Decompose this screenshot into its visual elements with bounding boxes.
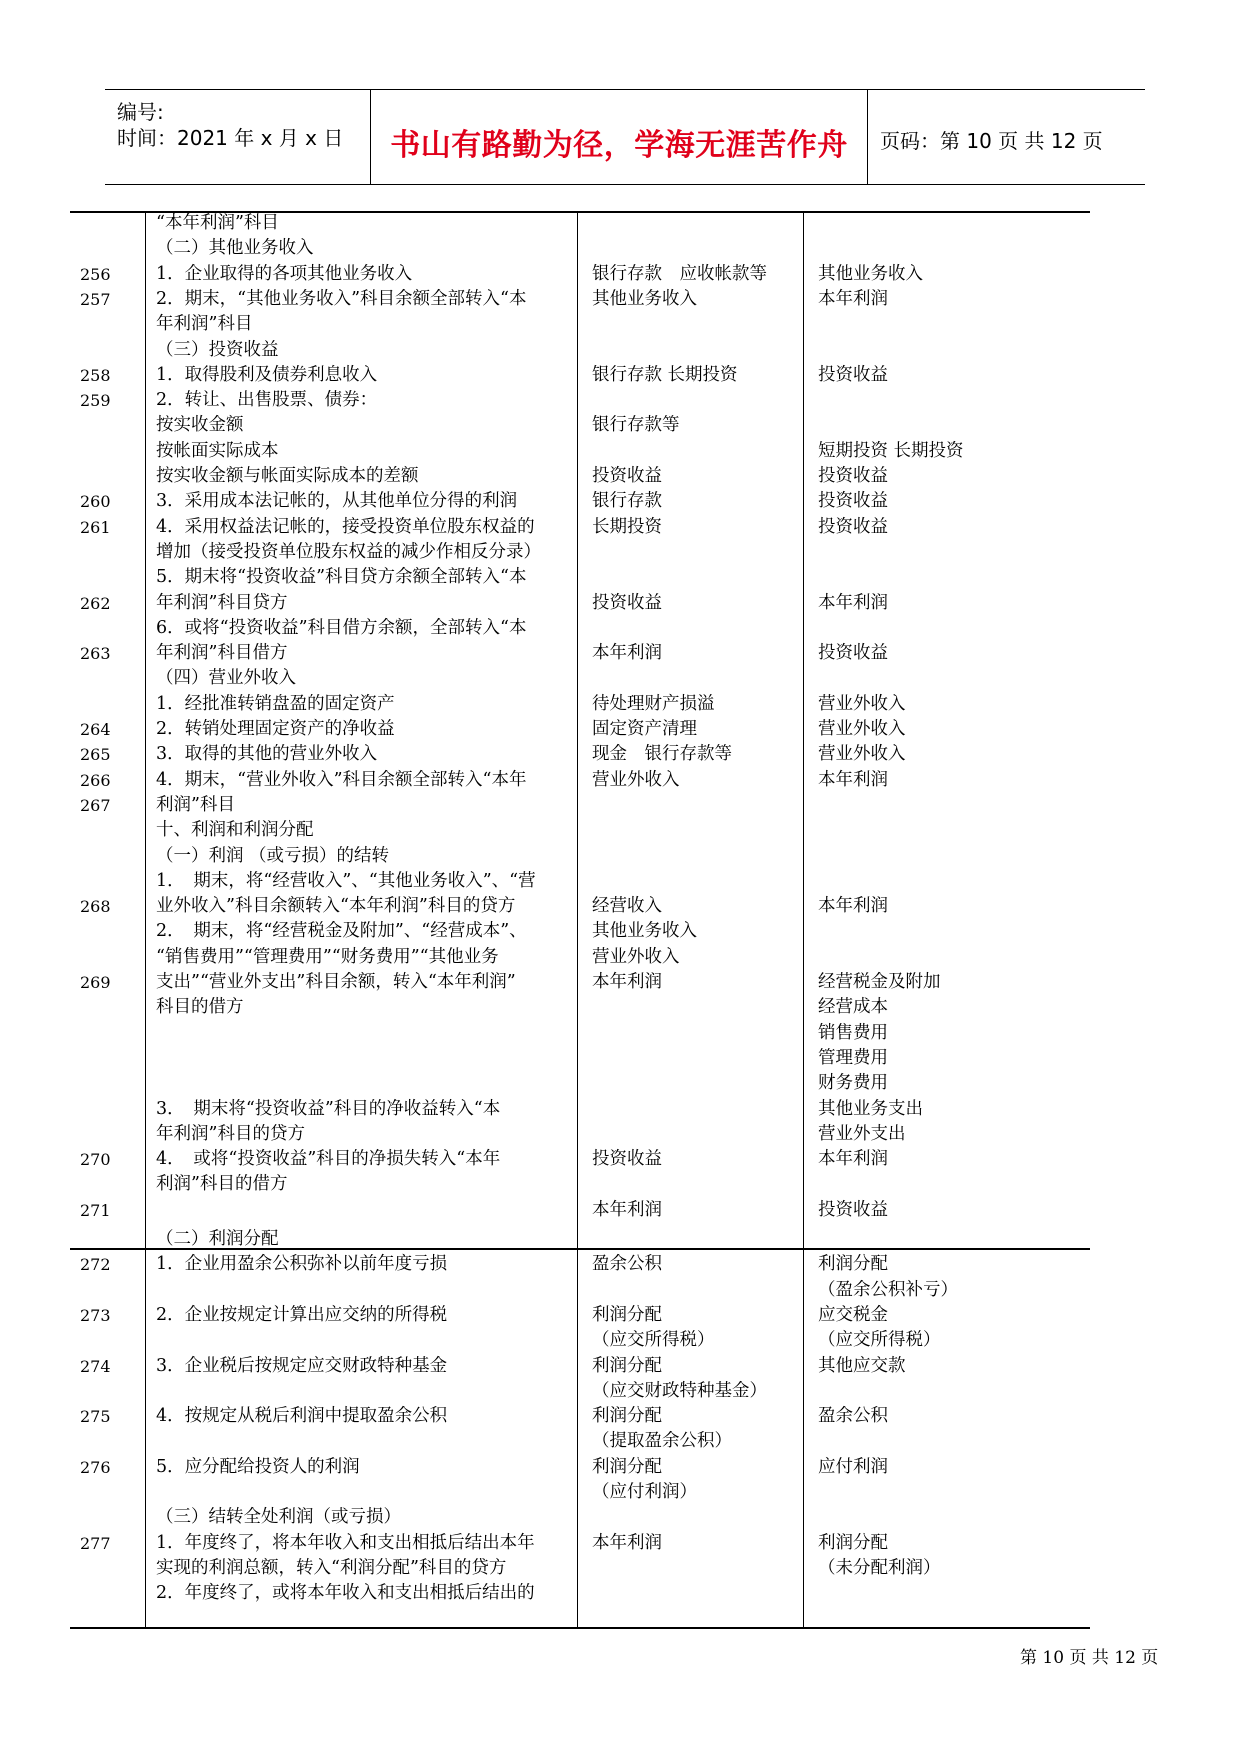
- entry-description: （四）营业外收入: [156, 668, 296, 689]
- entry-description: 2． 期末，将“经营税金及附加”、“经营成本”、: [156, 921, 527, 942]
- table-row: [70, 312, 1090, 337]
- entry-debit: （应交财政特种基金）: [592, 1380, 767, 1401]
- table-row: [70, 1278, 1090, 1303]
- table-row: [70, 1556, 1090, 1581]
- entry-credit: 投资收益: [818, 491, 888, 512]
- entry-description: 3．企业税后按规定应交财政特种基金: [156, 1355, 448, 1376]
- entry-number: 275: [80, 1407, 111, 1427]
- entry-description: 4．采用权益法记帐的，接受投资单位股东权益的: [156, 516, 535, 537]
- entry-debit: 银行存款 长期投资: [592, 364, 738, 385]
- entry-credit: 短期投资 长期投资: [818, 440, 964, 461]
- table-row: [70, 641, 1090, 666]
- entry-description: 6．或将“投资收益”科目借方余额，全部转入“本: [156, 617, 527, 638]
- time-label: 时间：2021 年 x 月 x 日: [117, 126, 344, 150]
- table-row: [70, 945, 1090, 970]
- table-row: [70, 413, 1090, 438]
- table-row: [70, 844, 1090, 869]
- entry-debit: 利润分配: [592, 1406, 662, 1427]
- table-row: [70, 262, 1090, 287]
- entry-description: “销售费用”“管理费用”“财务费用”“其他业务: [156, 946, 499, 967]
- entry-description: 支出”“营业外支出”科目余额，转入“本年利润”: [156, 972, 516, 992]
- entry-credit: 本年利润: [818, 769, 888, 790]
- header-page-cell: [868, 90, 1145, 184]
- entry-credit: （盈余公积补亏）: [818, 1279, 958, 1300]
- entry-credit: 盈余公积: [818, 1406, 888, 1427]
- table-row: [70, 1379, 1090, 1404]
- entry-description: （二）其他业务收入: [156, 238, 314, 259]
- entry-credit: （未分配利润）: [818, 1557, 941, 1578]
- entry-description: 十、利润和利润分配: [156, 820, 314, 841]
- entry-description: （二）利润分配: [156, 1229, 279, 1249]
- table-row: [70, 515, 1090, 540]
- entry-credit: 投资收益: [818, 466, 888, 486]
- entry-debit: （提取盈余公积）: [592, 1431, 732, 1452]
- table-row: [70, 919, 1090, 944]
- entry-description: （三）结转全处利润（或亏损）: [156, 1507, 401, 1528]
- entry-description: 3．采用成本法记帐的，从其他单位分得的利润: [156, 491, 518, 512]
- table-row: [70, 666, 1090, 691]
- entry-credit: 其他业务支出: [818, 1098, 923, 1119]
- table-row: [70, 793, 1090, 818]
- entry-number: 277: [80, 1533, 111, 1553]
- entry-description: 5．期末将“投资收益”科目贷方余额全部转入“本: [156, 567, 527, 588]
- entry-credit: 其他应交款: [818, 1355, 906, 1376]
- table-row: [70, 1172, 1090, 1197]
- entry-debit: 其他业务收入: [592, 288, 697, 309]
- entry-credit: 经营成本: [818, 997, 888, 1018]
- entry-number: 269: [80, 973, 111, 992]
- entry-debit: 银行存款: [592, 491, 662, 512]
- table-row: [70, 818, 1090, 843]
- entry-description: 年利润”科目贷方: [156, 592, 288, 613]
- table-row: [70, 1328, 1090, 1353]
- entry-description: 增加（接受投资单位股东权益的减少作相反分录）: [156, 541, 541, 562]
- entry-description: 4．期末，“营业外收入”科目余额全部转入“本年: [156, 769, 527, 790]
- entry-debit: 利润分配: [592, 1456, 662, 1477]
- entry-description: 2．转让、出售股票、债券：: [156, 390, 378, 411]
- entry-description: 2．年度终了，或将本年收入和支出相抵后结出的: [156, 1583, 535, 1604]
- entry-credit: 本年利润: [818, 896, 888, 917]
- entry-number: 268: [80, 897, 111, 917]
- entry-debit: 银行存款等: [592, 415, 680, 436]
- entry-credit: 本年利润: [818, 288, 888, 309]
- table-row: [70, 692, 1090, 717]
- entry-credit: 其他业务收入: [818, 263, 923, 284]
- table-row: [70, 489, 1090, 514]
- table-row: [70, 1505, 1090, 1530]
- table-row: [70, 1071, 1090, 1096]
- table-row: [70, 742, 1090, 767]
- entry-description: 3． 期末将“投资收益”科目的净收益转入“本: [156, 1098, 501, 1119]
- table-row: [70, 287, 1090, 312]
- entry-credit: 利润分配: [818, 1254, 888, 1275]
- motto: 书山有路勤为径，学海无涯苦作舟: [390, 128, 848, 163]
- entry-debit: （应交所得税）: [592, 1330, 715, 1351]
- entry-debit: 本年利润: [592, 1532, 662, 1553]
- entry-debit: 固定资产清理: [592, 719, 697, 739]
- entry-debit: 本年利润: [592, 972, 662, 992]
- entry-debit: 本年利润: [592, 1199, 662, 1220]
- entry-credit: 投资收益: [818, 516, 888, 537]
- entry-debit: 长期投资: [592, 516, 662, 537]
- entry-number: 272: [80, 1255, 111, 1275]
- entry-debit: 盈余公积: [592, 1254, 662, 1275]
- entry-credit: 利润分配: [818, 1532, 888, 1553]
- table-row: [70, 338, 1090, 363]
- table-row: [70, 439, 1090, 464]
- entry-description: 年利润”科目借方: [156, 643, 288, 664]
- entry-description: （一）利润 （或亏损）的结转: [156, 845, 390, 866]
- table-row: [70, 388, 1090, 413]
- entry-credit: 营业外收入: [818, 744, 906, 765]
- page-label: 页码：第 10 页 共 12 页: [880, 129, 1103, 153]
- table-row: [70, 565, 1090, 590]
- entry-debit: 经营收入: [592, 896, 662, 917]
- table-row: [70, 464, 1090, 489]
- header-motto-cell: [370, 90, 868, 184]
- table-row: [70, 768, 1090, 793]
- entry-description: 1．取得股利及债券利息收入: [156, 364, 378, 385]
- entry-description: 利润”科目的借方: [156, 1174, 288, 1195]
- entry-description: 按实收金额与帐面实际成本的差额: [156, 466, 419, 486]
- entry-description: 业外收入”科目余额转入“本年利润”科目的贷方: [156, 896, 516, 917]
- entry-description: 1．企业用盈余公积弥补以前年度亏损: [156, 1254, 448, 1275]
- table-row: [70, 1046, 1090, 1071]
- entry-credit: 投资收益: [818, 643, 888, 664]
- entry-credit: 应交税金: [818, 1304, 888, 1325]
- entry-number: 273: [80, 1305, 111, 1325]
- entry-description: 4．按规定从税后利润中提取盈余公积: [156, 1406, 448, 1427]
- entry-debit: 利润分配: [592, 1355, 662, 1376]
- table-row: [70, 1198, 1090, 1223]
- entry-description: 2．期末，“其他业务收入”科目余额全部转入“本: [156, 288, 527, 309]
- entry-number: 271: [80, 1200, 111, 1220]
- table-row: [70, 1455, 1090, 1480]
- entry-number: 266: [80, 770, 111, 790]
- entry-number: 276: [80, 1457, 111, 1477]
- table-row: [70, 1303, 1090, 1328]
- table-row: [70, 995, 1090, 1020]
- entry-debit: 本年利润: [592, 643, 662, 664]
- table-row: [70, 1531, 1090, 1556]
- entry-description: 1．企业取得的各项其他业务收入: [156, 263, 413, 284]
- table-row: [70, 1581, 1090, 1606]
- entry-number: 270: [80, 1150, 111, 1170]
- table-row: [70, 1147, 1090, 1172]
- entry-credit: 应付利润: [818, 1456, 888, 1477]
- number-label: 编号:: [117, 100, 164, 124]
- entry-credit: 营业外支出: [818, 1123, 906, 1144]
- table-row: [70, 363, 1090, 388]
- entry-credit: 投资收益: [818, 364, 888, 385]
- entry-description: 按帐面实际成本: [156, 440, 279, 461]
- table-row: [70, 236, 1090, 261]
- entry-description: 5．应分配给投资人的利润: [156, 1456, 360, 1477]
- page-footer: 第 10 页 共 12 页: [1020, 1648, 1159, 1668]
- entry-debit: 投资收益: [592, 1149, 662, 1170]
- entry-credit: 营业外收入: [818, 693, 906, 714]
- entry-description: 2．转销处理固定资产的净收益: [156, 719, 395, 739]
- table-row: [70, 869, 1090, 894]
- table-row: [70, 1429, 1090, 1454]
- entry-debit: （应付利润）: [592, 1482, 697, 1502]
- table-row: [70, 540, 1090, 565]
- entry-description: 1． 期末，将“经营收入”、“其他业务收入”、“营: [156, 870, 536, 891]
- entry-debit: 营业外收入: [592, 769, 680, 790]
- header-meta: [105, 90, 367, 184]
- table-row: [70, 970, 1090, 995]
- entry-description: 科目的借方: [156, 997, 244, 1018]
- entry-description: 4． 或将“投资收益”科目的净损失转入“本年: [156, 1149, 501, 1170]
- entry-debit: 待处理财产损溢: [592, 693, 715, 714]
- entry-description: 利润”科目: [156, 794, 235, 815]
- entry-description: 1．年度终了，将本年收入和支出相抵后结出本年: [156, 1532, 535, 1553]
- entry-credit: 管理费用: [818, 1047, 888, 1068]
- entry-description: 实现的利润总额，转入“利润分配”科目的贷方: [156, 1557, 507, 1578]
- table-row: [70, 1097, 1090, 1122]
- entry-debit: 现金 银行存款等: [592, 744, 732, 765]
- entry-description: （三）投资收益: [156, 339, 279, 360]
- entry-debit: 营业外收入: [592, 946, 680, 967]
- entry-debit: 其他业务收入: [592, 921, 697, 942]
- entry-number: 256: [80, 264, 111, 284]
- entry-number: 262: [80, 593, 111, 613]
- entry-description: 年利润”科目: [156, 314, 253, 335]
- table-row: [70, 211, 1090, 236]
- entry-number: 265: [80, 745, 111, 765]
- page-header: [105, 89, 1145, 185]
- table-row: [70, 1354, 1090, 1379]
- entry-debit: 银行存款 应收帐款等: [592, 263, 767, 284]
- entry-number: 263: [80, 644, 111, 664]
- entry-credit: 营业外收入: [818, 719, 906, 739]
- table-row: [70, 616, 1090, 641]
- entry-credit: 经营税金及附加: [818, 972, 941, 992]
- table-row: [70, 1227, 1090, 1252]
- entry-description: 2．企业按规定计算出应交纳的所得税: [156, 1304, 448, 1325]
- table-row: [70, 591, 1090, 616]
- entry-credit: 投资收益: [818, 1199, 888, 1220]
- entry-credit: 销售费用: [818, 1022, 888, 1043]
- entry-number: 257: [80, 289, 111, 309]
- entry-credit: 本年利润: [818, 592, 888, 613]
- table-row: [70, 1021, 1090, 1046]
- table-row: [70, 1480, 1090, 1505]
- entry-credit: （应交所得税）: [818, 1330, 941, 1351]
- table-row: [70, 1252, 1090, 1277]
- entry-number: 274: [80, 1356, 111, 1376]
- journal-entry-table: [70, 211, 1090, 1629]
- entry-number: 267: [80, 795, 111, 815]
- entry-number: 260: [80, 492, 111, 512]
- entry-number: 264: [80, 720, 111, 739]
- table-row: [70, 894, 1090, 919]
- entry-debit: 投资收益: [592, 592, 662, 613]
- entry-debit: 投资收益: [592, 466, 662, 486]
- entry-credit: 财务费用: [818, 1073, 888, 1094]
- entry-description: 年利润”科目的贷方: [156, 1123, 305, 1144]
- entry-debit: 利润分配: [592, 1304, 662, 1325]
- table-bottom-rule: [70, 1627, 1090, 1629]
- entry-number: 258: [80, 365, 111, 385]
- entry-number: 261: [80, 517, 111, 537]
- entry-description: “本年利润”科目: [156, 213, 279, 233]
- entry-number: 259: [80, 391, 111, 411]
- table-row: [70, 1404, 1090, 1429]
- table-row: [70, 1122, 1090, 1147]
- entry-description: 3．取得的其他的营业外收入: [156, 744, 378, 765]
- table-row: [70, 717, 1090, 742]
- entry-credit: 本年利润: [818, 1149, 888, 1170]
- entry-description: 1．经批准转销盘盈的固定资产: [156, 693, 395, 714]
- entry-description: 按实收金额: [156, 415, 244, 436]
